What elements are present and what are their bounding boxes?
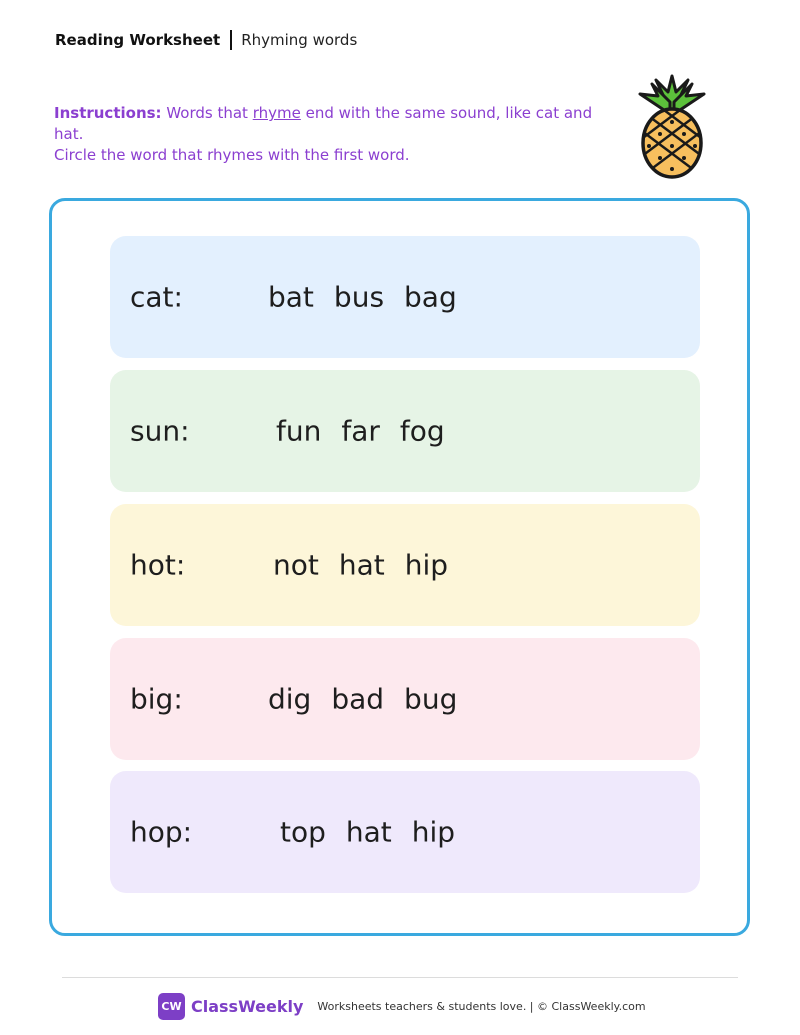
footer-divider [62,977,738,978]
choice-list [268,281,477,314]
rhyme-row-1 [110,236,700,358]
choice-word[interactable]: hat [345,815,392,849]
instructions-text-2: end with the same sound, like cat and hat. [54,104,593,143]
choice-list [273,549,468,582]
instructions-text-1: Words that [161,104,253,122]
brand-name: ClassWeekly [191,997,304,1016]
choice-word[interactable]: far [341,414,380,448]
choice-word[interactable]: hip [411,815,456,849]
instructions-line-2: Circle the word that rhymes with the first word. [54,146,410,164]
choice-word[interactable]: hat [338,548,385,582]
rhyme-row-4 [110,638,700,760]
target-word: hot: [130,548,186,582]
choice-word[interactable]: bag [404,280,457,314]
instructions-lead: Instructions: [54,104,162,122]
worksheet-header [55,30,357,50]
rhyme-row-5 [110,771,700,893]
header-divider [230,30,232,50]
instructions-keyword: rhyme [252,104,301,122]
choice-word[interactable]: fun [276,414,322,448]
choice-word[interactable]: bat [268,280,314,314]
target-word: sun: [130,414,190,448]
worksheet-subtitle: Rhyming words [241,31,358,49]
choice-word[interactable]: bad [331,682,385,716]
worksheet-title: Reading Worksheet [55,31,221,49]
footer [158,993,646,1020]
choice-list [276,415,465,448]
footer-tagline: Worksheets teachers & students love. | © ClassWeekly.com [317,1000,646,1013]
choice-word[interactable]: not [273,548,319,582]
target-word: hop: [130,815,193,849]
choice-word[interactable]: dig [268,682,312,716]
choice-list [280,816,475,849]
classweekly-logo-icon: CW [158,993,185,1020]
choice-word[interactable]: fog [399,414,445,448]
choice-word[interactable]: hip [404,548,449,582]
pineapple-icon [630,72,714,182]
rhyme-row-2 [110,370,700,492]
choice-word[interactable]: bug [404,682,458,716]
choice-list [268,683,477,716]
target-word: cat: [130,280,183,314]
target-word: big: [130,682,183,716]
rhyme-row-3 [110,504,700,626]
instructions [54,103,624,166]
choice-word[interactable]: bus [333,280,385,314]
choice-word[interactable]: top [280,815,326,849]
